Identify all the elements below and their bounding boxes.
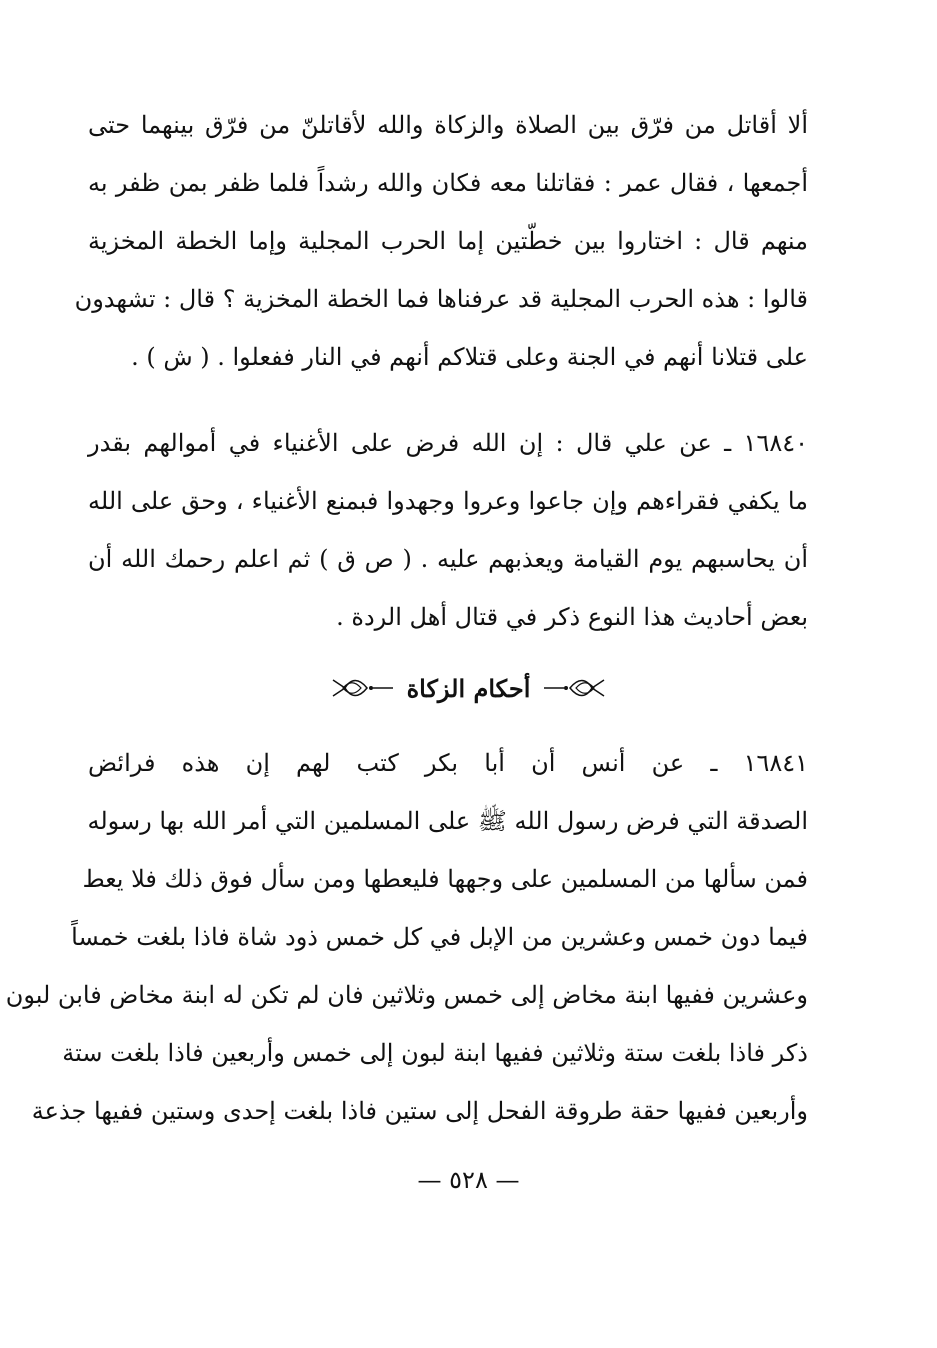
text-line: على قتلانا أنهم في الجنة وعلى قتلاكم أنهم في النار ففعلوا . ( ش ) .: [131, 343, 808, 371]
text-line: ما يكفي فقراءهم وإن جاعوا وعروا وجهدوا فبمنع الأغنياء ، وحق على الله: [88, 487, 808, 515]
text-line: وأربعين ففيها حقة طروقة الفحل إلى ستين فاذا بلغت إحدى وستين ففيها جذعة: [31, 1097, 808, 1125]
section-heading: أحكام الزكاة: [406, 673, 531, 703]
text-line: ذكر فاذا بلغت ستة وثلاثين ففيها ابنة لبون إلى خمس وأربعين فاذا بلغت ستة: [62, 1039, 808, 1067]
paragraph-continuation: [74, 96, 808, 386]
text-line: فمن سألها من المسلمين على وجهها فليعطها ومن سأل فوق ذلك فلا يعط: [82, 865, 808, 893]
text-line: بعض أحاديث هذا النوع ذكر في قتال أهل الردة .: [336, 603, 808, 631]
text-line: ١٦٨٤٠ ـ عن علي قال : إن الله فرض على الأغنياء في أموالهم بقدر: [88, 429, 808, 457]
floral-ornament-icon: [331, 676, 395, 700]
hadith-16840: [88, 414, 808, 646]
text-line: وعشرين ففيها ابنة مخاض إلى خمس وثلاثين فان لم تكن له ابنة مخاض فابن لبون: [5, 981, 808, 1009]
section-heading-ornament: [0, 664, 937, 712]
text-line: منهم قال : اختاروا بين خطّتين إما الحرب المجلية وإما الخطة المخزية: [88, 227, 808, 255]
page-number: — ٥٢٨ —: [417, 1166, 520, 1194]
text-line: ١٦٨٤١ ـ عن أنس أن أبا بكر كتب لهم إن هذه فرائض: [88, 749, 809, 777]
text-line: فيما دون خمس وعشرين من الإبل في كل خمس ذود شاة فاذا بلغت خمساً: [71, 923, 808, 951]
hadith-16841: [5, 734, 809, 1140]
text-line: أجمعها ، فقال عمر : فقاتلنا معه فكان والله رشداً فلما ظفر بمن ظفر به: [88, 169, 808, 197]
floral-ornament-icon: [542, 676, 606, 700]
text-line: قالوا : هذه الحرب المجلية قد عرفناها فما الخطة المخزية ؟ قال : تشهدون: [74, 285, 808, 313]
text-line: ألا أقاتل من فرّق بين الصلاة والزكاة والله لأقاتلنّ من فرّق بينهما حتى: [88, 111, 808, 139]
text-line: الصدقة التي فرض رسول الله ﷺ على المسلمين التي أمر الله بها رسوله: [87, 807, 808, 835]
text-line: أن يحاسبهم يوم القيامة ويعذبهم عليه . ( ص ق ) ثم اعلم رحمك الله أن: [88, 545, 808, 573]
